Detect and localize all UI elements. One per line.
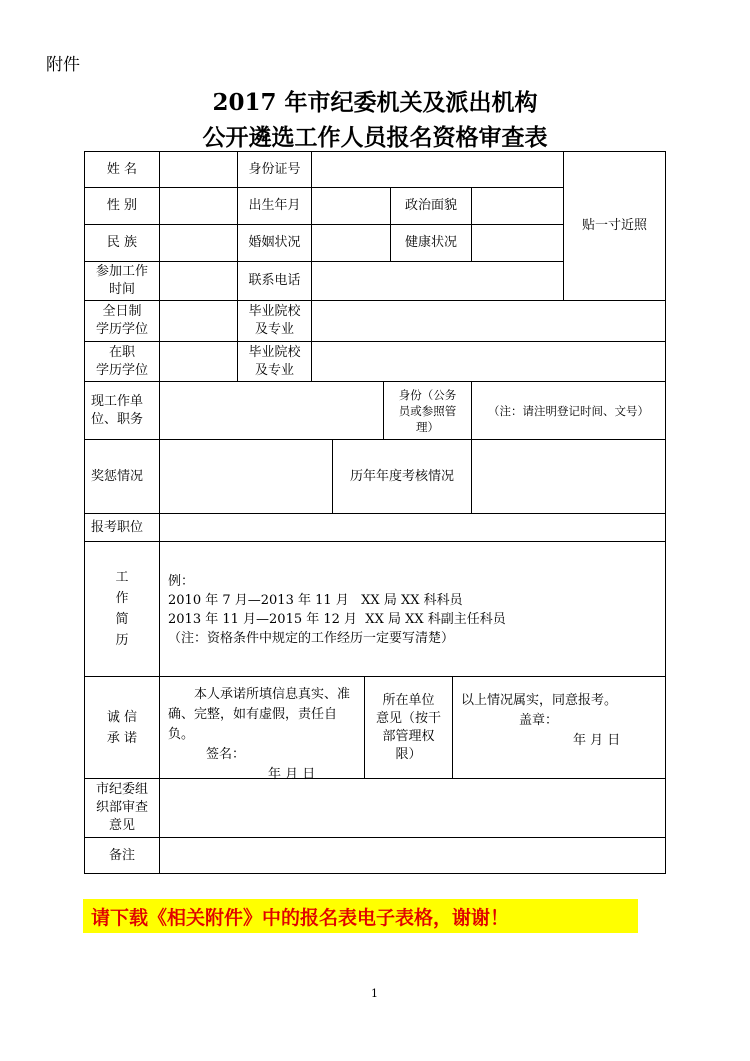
field-work-start[interactable]	[159, 261, 238, 301]
promise-signature: 签名：	[206, 747, 246, 762]
field-position[interactable]	[159, 513, 666, 542]
label-current-unit: 现工作单 位、职务	[84, 381, 160, 440]
field-annual-review[interactable]	[471, 439, 666, 514]
unit-date: 年 月 日	[573, 733, 621, 748]
label-fulltime-edu: 全日制 学历学位	[84, 300, 160, 342]
promise-label-line: 承 诺	[106, 730, 138, 746]
unit-opinion-box	[452, 676, 666, 779]
label-gender: 性 别	[84, 187, 160, 225]
field-gender[interactable]	[159, 187, 238, 225]
field-name[interactable]	[159, 151, 238, 188]
attachment-label: 附件	[46, 55, 80, 75]
label-identity: 身份（公务 员或参照管 理）	[383, 381, 472, 440]
field-current-unit[interactable]	[159, 381, 384, 440]
label-rewards: 奖惩情况	[84, 439, 160, 514]
resume-char: 工	[115, 570, 129, 585]
label-unit-opinion: 所在单位 意见（按干 部管理权 限）	[364, 676, 453, 779]
label-remarks: 备注	[84, 837, 160, 874]
resume-char: 作	[115, 591, 129, 606]
promise-box	[159, 676, 365, 782]
identity-note: （注：请注明登记时间、文号）	[471, 381, 666, 440]
field-ethnicity[interactable]	[159, 224, 238, 262]
label-name: 姓 名	[84, 151, 160, 188]
label-graduate-school-2: 毕业院校 及专业	[237, 341, 312, 382]
photo-box: 贴一寸近照	[563, 151, 666, 301]
field-resume[interactable]	[159, 541, 666, 677]
label-annual-review: 历年年度考核情况	[332, 439, 472, 514]
field-id-number[interactable]	[311, 151, 564, 188]
field-fulltime-edu[interactable]	[159, 300, 238, 342]
field-graduate-school-2[interactable]	[311, 341, 666, 382]
label-work-start: 参加工作 时间	[84, 261, 160, 301]
promise-text: 本人承诺所填信息真实、准确、完整，如有虚假，责任自负。	[168, 687, 351, 742]
label-promise	[84, 676, 160, 779]
page-number: 1	[371, 987, 378, 1000]
field-inservice-edu[interactable]	[159, 341, 238, 382]
field-rewards[interactable]	[159, 439, 333, 514]
resume-char: 简	[115, 612, 129, 627]
unit-agree-text: 以上情况属实，同意报考。	[461, 693, 618, 708]
resume-line: 例：	[168, 574, 195, 589]
field-marital[interactable]	[311, 224, 391, 262]
field-phone[interactable]	[311, 261, 564, 301]
resume-line: （注：资格条件中规定的工作经历一定要写清楚）	[168, 631, 455, 646]
label-graduate-school-1: 毕业院校 及专业	[237, 300, 312, 342]
label-review-opinion: 市纪委组 织部审查 意见	[84, 778, 160, 838]
field-remarks[interactable]	[159, 837, 666, 874]
label-political: 政治面貌	[390, 187, 472, 225]
label-ethnicity: 民 族	[84, 224, 160, 262]
download-notice: 请下载《相关附件》中的报名表电子表格，谢谢！	[83, 899, 638, 933]
promise-label-line: 诚 信	[106, 709, 138, 725]
label-health: 健康状况	[390, 224, 472, 262]
label-phone: 联系电话	[237, 261, 312, 301]
label-position: 报考职位	[84, 513, 160, 542]
label-inservice-edu: 在职 学历学位	[84, 341, 160, 382]
unit-seal: 盖章：	[519, 713, 559, 728]
form-title-line2: 公开遴选工作人员报名资格审查表	[202, 124, 548, 151]
field-graduate-school-1[interactable]	[311, 300, 666, 342]
field-review-opinion[interactable]	[159, 778, 666, 838]
label-resume	[84, 541, 160, 677]
promise-date: 年 月 日	[268, 767, 316, 782]
field-political[interactable]	[471, 187, 564, 225]
label-birth: 出生年月	[237, 187, 312, 225]
field-health[interactable]	[471, 224, 564, 262]
label-marital: 婚姻状况	[237, 224, 312, 262]
form-title-line1: 2017 年市纪委机关及派出机构	[212, 89, 538, 116]
label-id-number: 身份证号	[237, 151, 312, 188]
field-birth[interactable]	[311, 187, 391, 225]
resume-char: 历	[115, 633, 129, 648]
resume-line: 2010 年 7 月—2013 年 11 月 XX 局 XX 科科员	[168, 593, 463, 608]
resume-line: 2013 年 11 月—2015 年 12 月 XX 局 XX 科副主任科员	[168, 612, 506, 627]
